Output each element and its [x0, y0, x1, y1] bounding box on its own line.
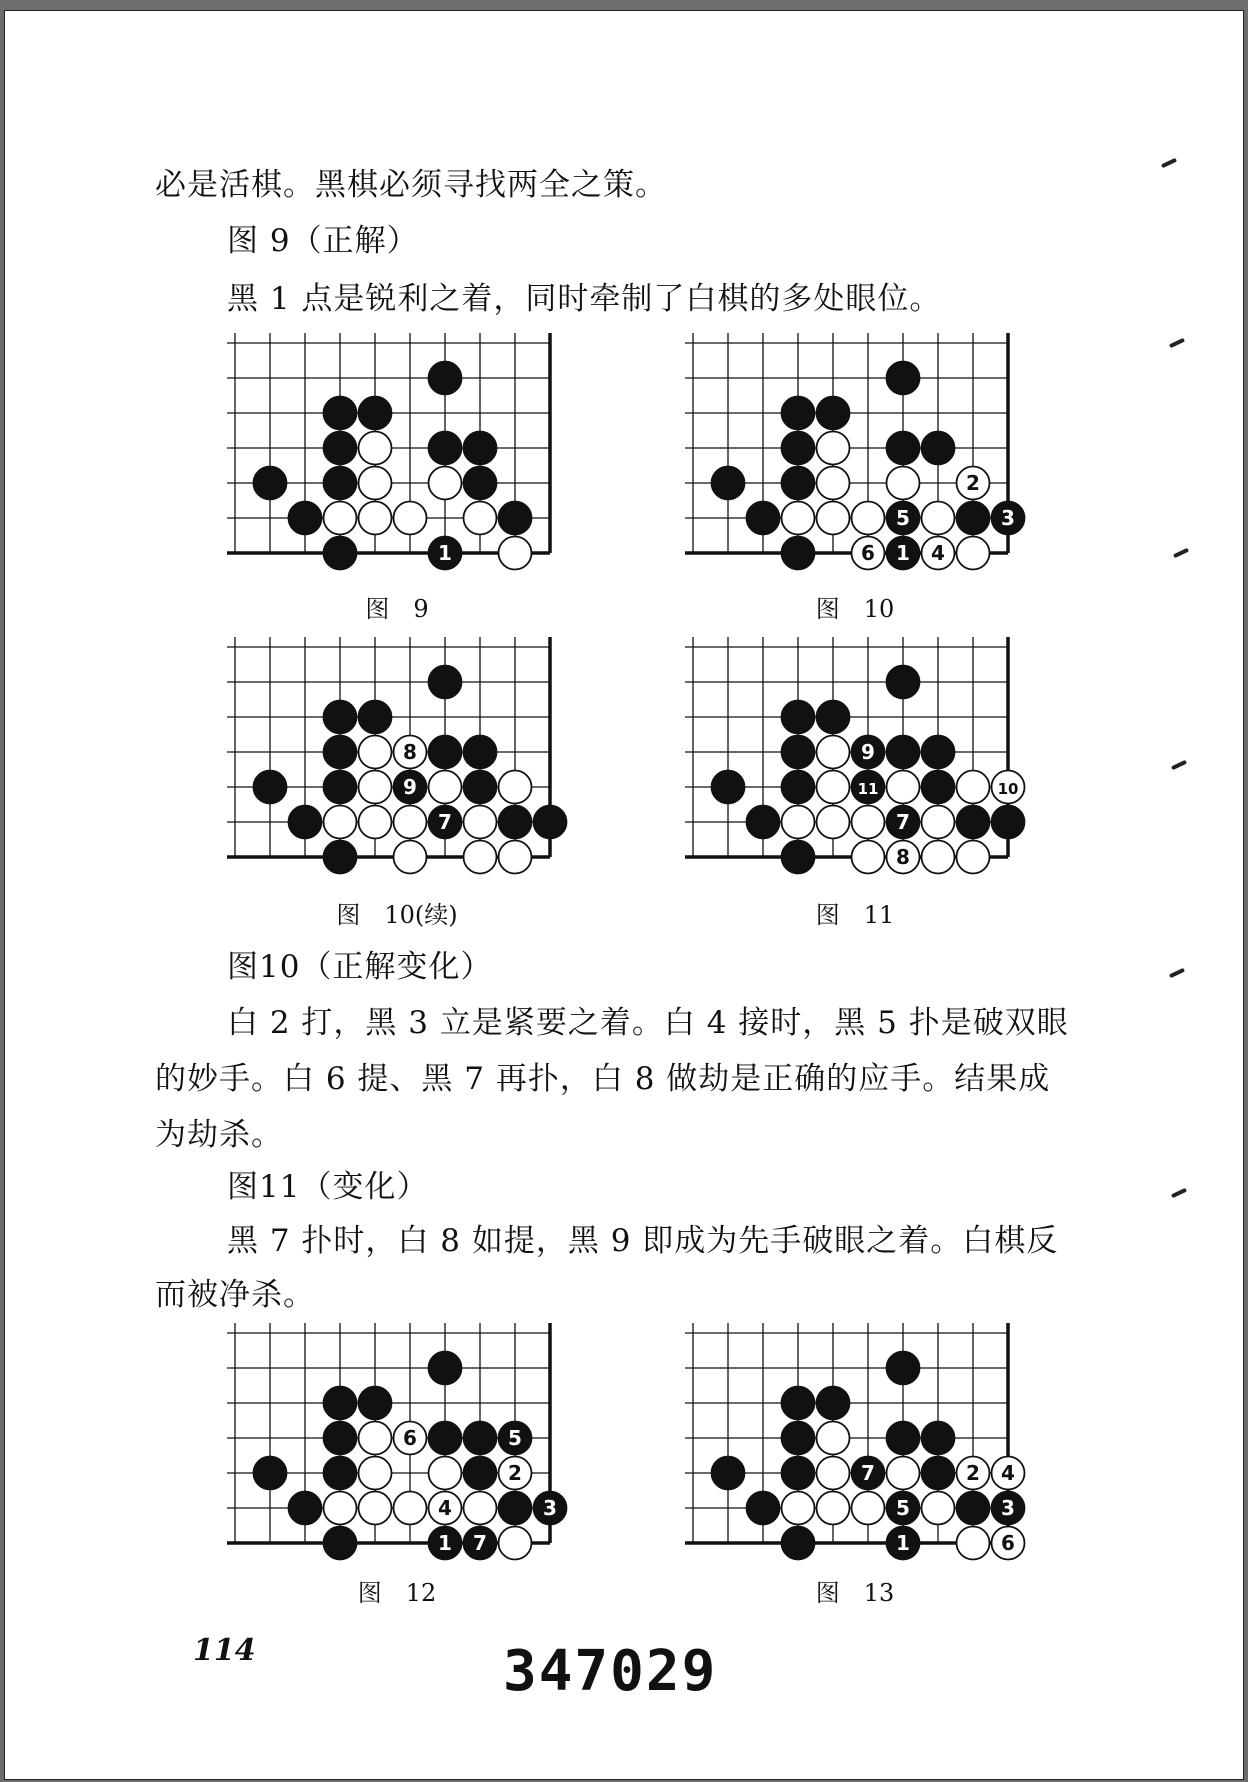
black-stone: [887, 362, 920, 395]
black-stone: [324, 432, 357, 465]
black-stone: [534, 806, 567, 839]
black-stone: [324, 736, 357, 769]
move-number: 11: [857, 780, 879, 798]
move-number: 1: [896, 541, 910, 565]
black-stone-7: [464, 1527, 497, 1560]
white-stone: [359, 771, 392, 804]
white-stone: [464, 1492, 497, 1525]
white-stone: [429, 771, 462, 804]
black-stone-5: [887, 1492, 920, 1525]
caption-figure-9: 图 9: [365, 595, 429, 623]
white-stone: [324, 1492, 357, 1525]
white-stone-2: [499, 1457, 532, 1490]
white-stone: [817, 432, 850, 465]
black-stone: [782, 1422, 815, 1455]
black-stone: [324, 397, 357, 430]
text-line-7: 而被净杀。: [155, 1277, 315, 1313]
white-stone: [499, 537, 532, 570]
white-stone: [394, 841, 427, 874]
black-stone: [464, 771, 497, 804]
margin-mark: [1171, 1188, 1187, 1198]
margin-mark: [1171, 760, 1187, 770]
white-stone: [852, 806, 885, 839]
black-stone: [957, 1492, 990, 1525]
move-number: 2: [508, 1461, 522, 1485]
move-number: 5: [508, 1426, 522, 1450]
white-stone: [817, 806, 850, 839]
black-stone: [782, 701, 815, 734]
black-stone: [324, 1457, 357, 1490]
move-number: 1: [896, 1531, 910, 1555]
black-stone-3: [534, 1492, 567, 1525]
black-stone: [429, 432, 462, 465]
white-stone: [817, 1492, 850, 1525]
white-stone: [359, 1492, 392, 1525]
black-stone: [817, 701, 850, 734]
move-number: 3: [1001, 1496, 1015, 1520]
black-stone: [464, 736, 497, 769]
move-number: 3: [1001, 506, 1015, 530]
move-number: 7: [438, 810, 452, 834]
black-stone: [782, 537, 815, 570]
white-stone: [922, 841, 955, 874]
black-stone: [324, 841, 357, 874]
white-stone: [957, 1527, 990, 1560]
stamp-number: 347029: [503, 1639, 718, 1704]
move-number: 10: [997, 780, 1019, 798]
white-stone: [817, 771, 850, 804]
caption-figure-13: 图 13: [815, 1579, 895, 1607]
white-stone: [922, 806, 955, 839]
black-stone: [747, 806, 780, 839]
black-stone-9: [394, 771, 427, 804]
white-stone-8: [887, 841, 920, 874]
black-stone-3: [992, 1492, 1025, 1525]
white-stone-4: [429, 1492, 462, 1525]
black-stone-1: [887, 537, 920, 570]
black-stone: [499, 502, 532, 535]
black-stone: [324, 1527, 357, 1560]
white-stone: [359, 806, 392, 839]
white-stone: [359, 1457, 392, 1490]
black-stone: [887, 666, 920, 699]
margin-mark: [1169, 338, 1185, 348]
white-stone-6: [852, 537, 885, 570]
move-number: 5: [896, 1496, 910, 1520]
move-number: 2: [966, 471, 980, 495]
black-stone: [782, 1387, 815, 1420]
black-stone: [429, 736, 462, 769]
white-stone: [359, 467, 392, 500]
black-stone: [429, 362, 462, 395]
black-stone: [922, 432, 955, 465]
white-stone: [782, 502, 815, 535]
black-stone: [464, 1422, 497, 1455]
black-stone: [817, 1387, 850, 1420]
black-stone: [887, 432, 920, 465]
black-stone: [712, 467, 745, 500]
move-number: 2: [966, 1461, 980, 1485]
black-stone: [817, 397, 850, 430]
black-stone: [922, 1457, 955, 1490]
margin-mark: [1169, 968, 1185, 978]
black-stone: [359, 1387, 392, 1420]
text-line-5: 为劫杀。: [155, 1117, 283, 1153]
text-line-6: 黑 7 扑时，白 8 如提，黑 9 即成为先手破眼之着。白棋反: [227, 1223, 1059, 1259]
black-stone: [782, 771, 815, 804]
white-stone-6: [394, 1422, 427, 1455]
black-stone: [957, 806, 990, 839]
text-line-1: 必是活棋。黑棋必须寻找两全之策。: [155, 167, 667, 203]
white-stone: [324, 502, 357, 535]
white-stone: [852, 841, 885, 874]
black-stone: [324, 771, 357, 804]
move-number: 4: [438, 1496, 452, 1520]
heading-figure-10: 图10（正解变化）: [227, 949, 493, 985]
move-number: 9: [403, 775, 417, 799]
black-stone: [499, 806, 532, 839]
move-number: 8: [896, 845, 910, 869]
caption-figure-12: 图 12: [357, 1579, 437, 1607]
white-stone: [817, 1422, 850, 1455]
white-stone: [499, 1527, 532, 1560]
margin-mark: [1161, 158, 1177, 168]
move-number: 4: [1001, 1461, 1015, 1485]
move-number: 8: [403, 740, 417, 764]
move-number: 7: [473, 1531, 487, 1555]
black-stone: [747, 502, 780, 535]
white-stone: [817, 467, 850, 500]
black-stone: [254, 1457, 287, 1490]
black-stone: [887, 1422, 920, 1455]
black-stone-11: [852, 771, 885, 804]
white-stone-6: [992, 1527, 1025, 1560]
white-stone: [817, 736, 850, 769]
go-diagram-12: [227, 1321, 567, 1571]
text-line-2: 黑 1 点是锐利之着，同时牵制了白棋的多处眼位。: [227, 281, 942, 317]
go-diagram-9: [227, 331, 567, 581]
white-stone: [817, 502, 850, 535]
black-stone: [289, 806, 322, 839]
white-stone: [324, 806, 357, 839]
white-stone: [887, 467, 920, 500]
page-number: 114: [193, 1633, 256, 1668]
black-stone-1: [887, 1527, 920, 1560]
white-stone: [922, 502, 955, 535]
white-stone: [852, 502, 885, 535]
black-stone-7: [429, 806, 462, 839]
white-stone: [499, 841, 532, 874]
black-stone: [359, 397, 392, 430]
white-stone-2: [957, 1457, 990, 1490]
black-stone: [922, 1422, 955, 1455]
black-stone: [782, 397, 815, 430]
heading-figure-9: 图 9（正解）: [227, 223, 419, 259]
white-stone-2: [957, 467, 990, 500]
black-stone: [254, 771, 287, 804]
black-stone: [464, 1457, 497, 1490]
white-stone: [394, 502, 427, 535]
move-number: 9: [861, 740, 875, 764]
black-stone-5: [499, 1422, 532, 1455]
black-stone: [747, 1492, 780, 1525]
move-number: 1: [438, 541, 452, 565]
white-stone: [359, 432, 392, 465]
white-stone: [359, 736, 392, 769]
black-stone: [712, 771, 745, 804]
white-stone: [464, 806, 497, 839]
caption-figure-11: 图 11: [815, 901, 895, 929]
caption-figure-10-cont: 图 10(续): [336, 901, 458, 929]
go-diagram-13: [685, 1321, 1025, 1571]
white-stone: [394, 806, 427, 839]
white-stone: [359, 502, 392, 535]
white-stone: [464, 502, 497, 535]
white-stone: [887, 771, 920, 804]
white-stone: [817, 1457, 850, 1490]
black-stone: [429, 1422, 462, 1455]
black-stone: [782, 1527, 815, 1560]
go-diagram-10: [685, 331, 1025, 581]
text-line-4: 的妙手。白 6 提、黑 7 再扑，白 8 做劫是正确的应手。结果成: [155, 1061, 1051, 1097]
black-stone: [464, 467, 497, 500]
black-stone-7: [852, 1457, 885, 1490]
black-stone: [712, 1457, 745, 1490]
go-diagram-11: [685, 635, 1025, 885]
move-number: 6: [403, 1426, 417, 1450]
black-stone: [887, 736, 920, 769]
black-stone: [324, 1422, 357, 1455]
move-number: 5: [896, 506, 910, 530]
black-stone-9: [852, 736, 885, 769]
black-stone: [782, 841, 815, 874]
black-stone: [992, 806, 1025, 839]
move-number: 6: [1001, 1531, 1015, 1555]
black-stone: [782, 736, 815, 769]
move-number: 6: [861, 541, 875, 565]
black-stone: [887, 1352, 920, 1385]
move-number: 7: [896, 810, 910, 834]
black-stone: [429, 1352, 462, 1385]
white-stone: [887, 1457, 920, 1490]
white-stone: [429, 467, 462, 500]
black-stone: [782, 467, 815, 500]
black-stone-1: [429, 537, 462, 570]
margin-mark: [1173, 548, 1189, 558]
black-stone-5: [887, 502, 920, 535]
white-stone-8: [394, 736, 427, 769]
white-stone: [499, 771, 532, 804]
black-stone: [289, 1492, 322, 1525]
move-number: 3: [543, 1496, 557, 1520]
black-stone: [324, 537, 357, 570]
white-stone: [957, 771, 990, 804]
heading-figure-11: 图11（变化）: [227, 1169, 429, 1205]
black-stone: [922, 736, 955, 769]
white-stone: [464, 841, 497, 874]
white-stone: [852, 1492, 885, 1525]
white-stone: [359, 1422, 392, 1455]
black-stone-7: [887, 806, 920, 839]
caption-figure-10: 图 10: [815, 595, 895, 623]
move-number: 1: [438, 1531, 452, 1555]
black-stone: [782, 432, 815, 465]
black-stone: [324, 701, 357, 734]
black-stone-3: [992, 502, 1025, 535]
white-stone-4: [922, 537, 955, 570]
black-stone: [289, 502, 322, 535]
white-stone: [957, 841, 990, 874]
white-stone-4: [992, 1457, 1025, 1490]
black-stone: [429, 666, 462, 699]
black-stone: [499, 1492, 532, 1525]
text-line-3: 白 2 打，黑 3 立是紧要之着。白 4 接时，黑 5 扑是破双眼: [227, 1005, 1069, 1041]
white-stone: [394, 1492, 427, 1525]
white-stone-10: [992, 771, 1025, 804]
white-stone: [922, 1492, 955, 1525]
white-stone: [429, 1457, 462, 1490]
black-stone: [464, 432, 497, 465]
white-stone: [957, 537, 990, 570]
black-stone: [782, 1457, 815, 1490]
black-stone: [922, 771, 955, 804]
book-page: [4, 10, 1244, 1780]
black-stone: [359, 701, 392, 734]
move-number: 7: [861, 1461, 875, 1485]
white-stone: [782, 1492, 815, 1525]
black-stone-1: [429, 1527, 462, 1560]
black-stone: [957, 502, 990, 535]
black-stone: [324, 1387, 357, 1420]
black-stone: [254, 467, 287, 500]
go-diagram-10-continued: [227, 635, 567, 885]
white-stone: [782, 806, 815, 839]
move-number: 4: [931, 541, 945, 565]
black-stone: [324, 467, 357, 500]
